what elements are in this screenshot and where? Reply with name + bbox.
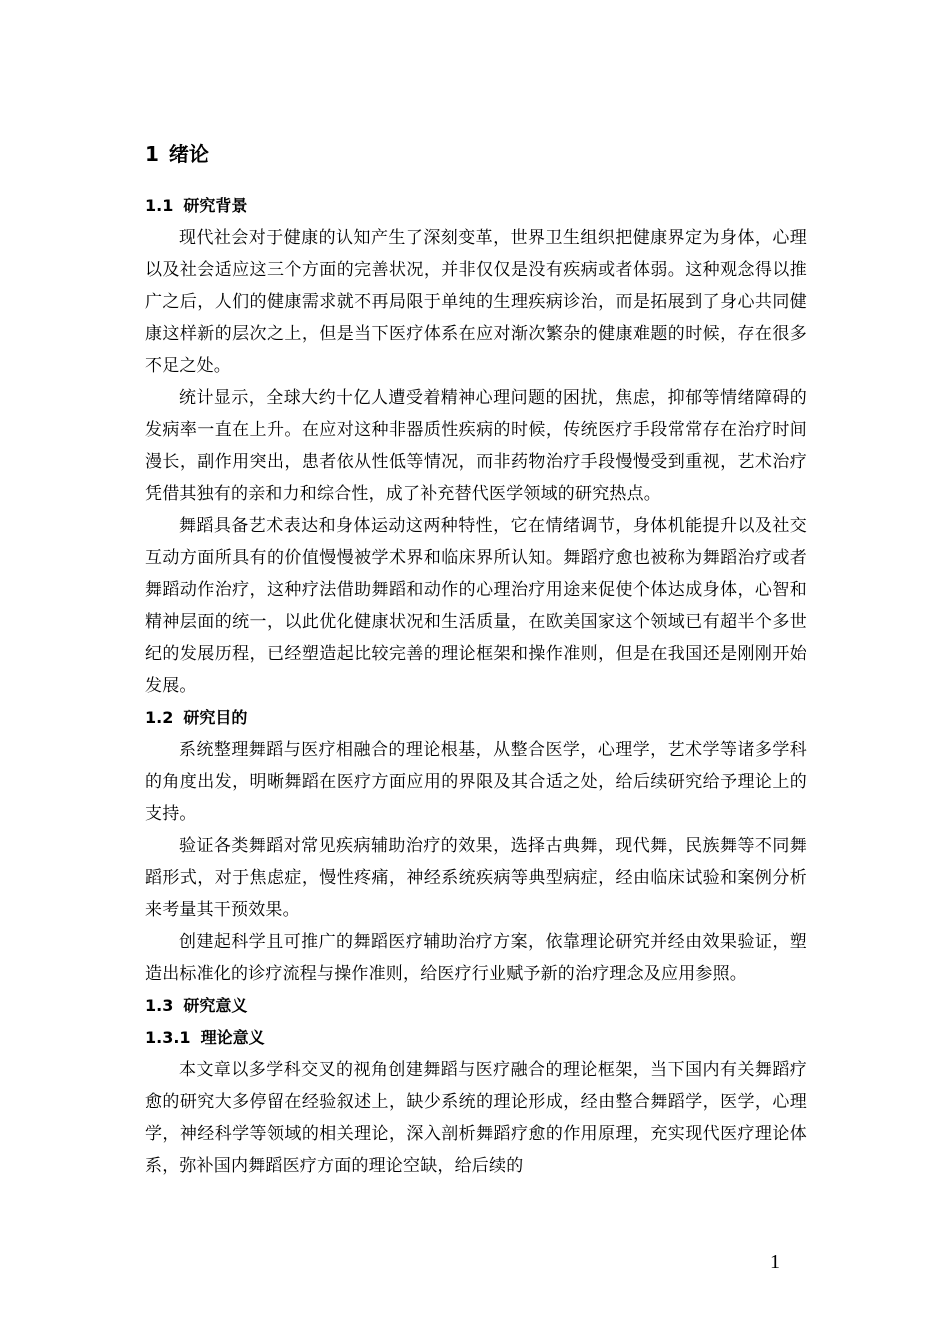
section-title: 研究目的: [183, 708, 248, 727]
subsection-title: 理论意义: [200, 1028, 265, 1047]
section-number: 1.2: [145, 708, 174, 727]
chapter-heading: [145, 136, 807, 172]
section-number: 1.1: [145, 196, 174, 215]
paragraph: 现代社会对于健康的认知产生了深刻变革，世界卫生组织把健康界定为身体，心理以及社会适应这三个方面的完善状况，并非仅仅是没有疾病或者体弱。这种观念得以推广之后，人们的健康需求就不再局限于单纯的生理疾病诊治，而是拓展到了身心共同健康这样新的层次之上，但是当下医疗体系在应对渐次繁杂的健康难题的时候，存在很多不足之处。: [145, 228, 807, 376]
chapter-number: 1: [145, 142, 159, 166]
subsection-heading-theory: [145, 1022, 807, 1054]
section-title: 研究背景: [183, 196, 248, 215]
section-number: 1.3: [145, 996, 174, 1015]
paragraph: 本文章以多学科交叉的视角创建舞蹈与医疗融合的理论框架，当下国内有关舞蹈疗愈的研究大多停留在经验叙述上，缺少系统的理论形成，经由整合舞蹈学，医学，心理学，神经科学等领域的相关理论，深入剖析舞蹈疗愈的作用原理，充实现代医疗理论体系，弥补国内舞蹈医疗方面的理论空缺，给后续的: [145, 1060, 807, 1176]
page-content: [145, 136, 807, 1182]
paragraph: 验证各类舞蹈对常见疾病辅助治疗的效果，选择古典舞，现代舞，民族舞等不同舞蹈形式，对于焦虑症，慢性疼痛，神经系统疾病等典型病症，经由临床试验和案例分析来考量其干预效果。: [145, 836, 807, 920]
paragraph: 系统整理舞蹈与医疗相融合的理论根基，从整合医学，心理学，艺术学等诸多学科的角度出发，明晰舞蹈在医疗方面应用的界限及其合适之处，给后续研究给予理论上的支持。: [145, 740, 807, 824]
page-number: 1: [770, 1251, 780, 1273]
paragraph: 统计显示，全球大约十亿人遭受着精神心理问题的困扰，焦虑，抑郁等情绪障碍的发病率一直在上升。在应对这种非器质性疾病的时候，传统医疗手段常常存在治疗时间漫长，副作用突出，患者依从性低等情况，而非药物治疗手段慢慢受到重视，艺术治疗凭借其独有的亲和力和综合性，成了补充替代医学领域的研究热点。: [145, 388, 807, 504]
section-heading-significance: [145, 990, 807, 1022]
section-heading-background: [145, 190, 807, 222]
paragraph: 创建起科学且可推广的舞蹈医疗辅助治疗方案，依靠理论研究并经由效果验证，塑造出标准化的诊疗流程与操作准则，给医疗行业赋予新的治疗理念及应用参照。: [145, 932, 807, 984]
subsection-number: 1.3.1: [145, 1028, 191, 1047]
chapter-title: 绪论: [168, 142, 209, 166]
section-heading-purpose: [145, 702, 807, 734]
paragraph: 舞蹈具备艺术表达和身体运动这两种特性，它在情绪调节，身体机能提升以及社交互动方面所具有的价值慢慢被学术界和临床界所认知。舞蹈疗愈也被称为舞蹈治疗或者舞蹈动作治疗，这种疗法借助舞蹈和动作的心理治疗用途来促使个体达成身体，心智和精神层面的统一，以此优化健康状况和生活质量，在欧美国家这个领域已有超半个多世纪的发展历程，已经塑造起比较完善的理论框架和操作准则，但是在我国还是刚刚开始发展。: [145, 516, 807, 696]
section-title: 研究意义: [183, 996, 248, 1015]
